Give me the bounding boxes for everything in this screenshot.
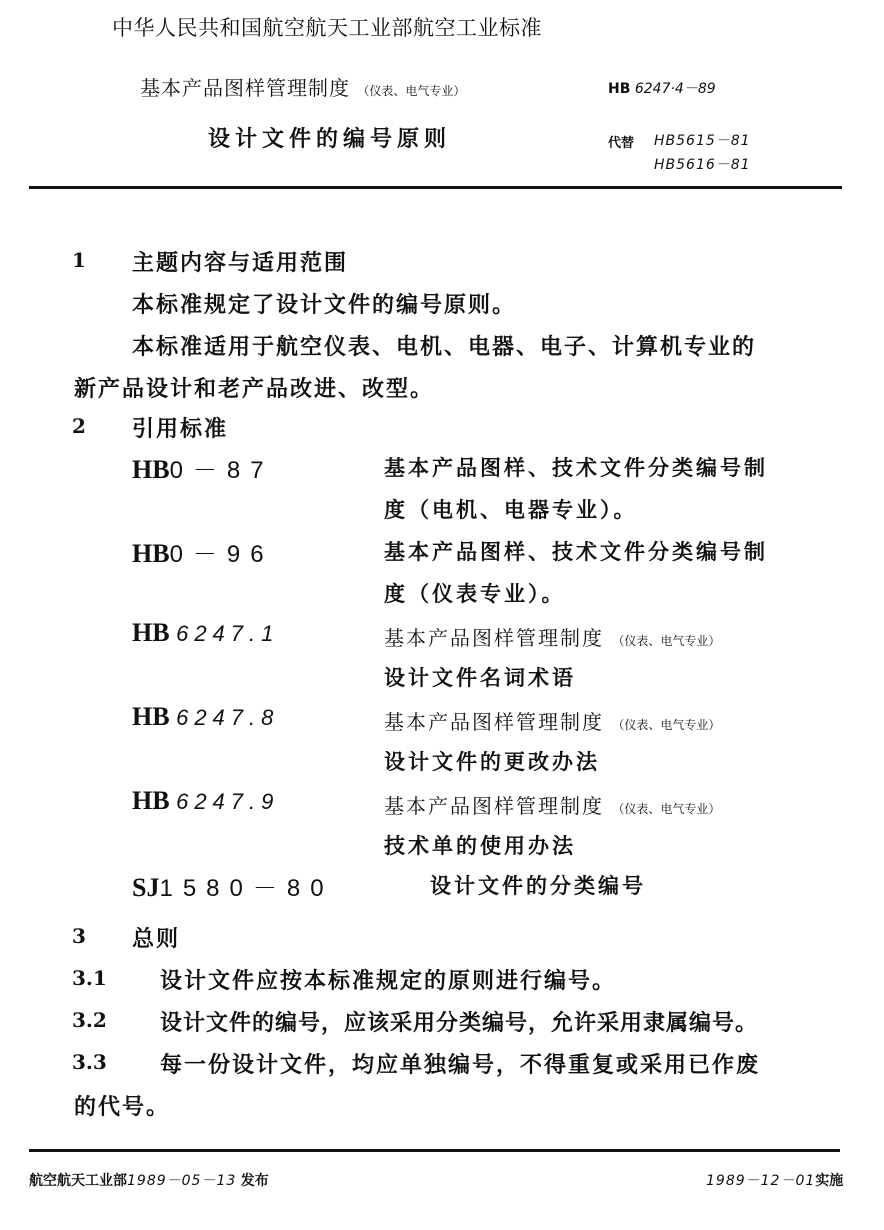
reference-title-continued: 设计文件的更改办法 bbox=[384, 749, 600, 774]
replaces-label: 代替 bbox=[608, 136, 635, 151]
section-1-number: 1 bbox=[72, 248, 86, 272]
section-2-number: 2 bbox=[72, 414, 86, 438]
reference-title: 基本产品图样、技术文件分类编号制 bbox=[384, 455, 768, 480]
reference-code: HB0－87 bbox=[132, 455, 274, 484]
series-title-text: 基本产品图样管理制度 bbox=[140, 76, 350, 100]
clause-number: 3.2 bbox=[72, 1008, 107, 1032]
reference-title-continued: 度（仪表专业）。 bbox=[384, 581, 566, 606]
section-1-title: 主题内容与适用范围 bbox=[132, 250, 349, 276]
reference-scope: （仪表、电气专业） bbox=[612, 802, 721, 816]
document-title: 设计文件的编号原则 bbox=[208, 126, 452, 152]
section-2-title: 引用标准 bbox=[132, 416, 229, 442]
section-1-para-1: 本标准规定了设计文件的编号原则。 bbox=[132, 292, 517, 318]
reference-code: HB 6247.1 bbox=[132, 618, 280, 647]
reference-code: HB0－96 bbox=[132, 539, 274, 568]
clause-number: 3.3 bbox=[72, 1050, 107, 1074]
reference-title-continued: 设计文件名词术语 bbox=[384, 665, 576, 690]
issuing-organization: 中华人民共和国航空航天工业部航空工业标准 bbox=[112, 16, 542, 40]
issue-info bbox=[29, 1170, 269, 1190]
reference-title: 基本产品图样、技术文件分类编号制 bbox=[384, 539, 768, 564]
reference-title: 设计文件的分类编号 bbox=[430, 873, 646, 898]
issue-date: 1989－05－13 bbox=[127, 1173, 237, 1189]
replaces-code-1: HB5615－81 bbox=[654, 133, 751, 149]
effective-date: 1989－12－01 bbox=[706, 1173, 816, 1189]
reference-title: 基本产品图样管理制度 （仪表、电气专业） bbox=[384, 794, 721, 818]
clause-text: 设计文件应按本标准规定的原则进行编号。 bbox=[160, 968, 617, 994]
issue-label: 发布 bbox=[240, 1173, 269, 1189]
footer-divider bbox=[29, 1149, 840, 1152]
issuer: 航空航天工业部 bbox=[29, 1173, 127, 1189]
clause-text-continued: 的代号。 bbox=[74, 1094, 171, 1120]
section-3-number: 3 bbox=[72, 924, 86, 948]
effective-info bbox=[706, 1170, 843, 1190]
header-divider bbox=[29, 186, 842, 189]
clause-text: 设计文件的编号，应该采用分类编号，允许采用隶属编号。 bbox=[160, 1010, 759, 1036]
reference-code: HB 6247.8 bbox=[132, 702, 280, 731]
reference-code: SJ1580－80 bbox=[132, 873, 334, 902]
standard-code-number: 6247·4－89 bbox=[634, 81, 716, 97]
standard-code bbox=[608, 78, 716, 98]
reference-title-continued: 度（电机、电器专业）。 bbox=[384, 497, 638, 522]
series-title bbox=[140, 72, 465, 101]
reference-title-continued: 技术单的使用办法 bbox=[384, 833, 576, 858]
clause-number: 3.1 bbox=[72, 966, 107, 990]
section-1-para-2: 本标准适用于航空仪表、电机、电器、电子、计算机专业的 bbox=[132, 334, 757, 360]
section-3-title: 总则 bbox=[132, 926, 181, 952]
reference-code: HB 6247.9 bbox=[132, 786, 280, 815]
reference-scope: （仪表、电气专业） bbox=[612, 634, 721, 648]
series-scope: （仪表、电气专业） bbox=[357, 84, 466, 98]
section-1-para-2-continued: 新产品设计和老产品改进、改型。 bbox=[74, 376, 435, 402]
replaces-code-2: HB5616－81 bbox=[654, 157, 751, 173]
clause-text: 每一份设计文件，均应单独编号，不得重复或采用已作废 bbox=[160, 1052, 761, 1078]
reference-title: 基本产品图样管理制度 （仪表、电气专业） bbox=[384, 710, 721, 734]
reference-scope: （仪表、电气专业） bbox=[612, 718, 721, 732]
effective-label: 实施 bbox=[815, 1173, 844, 1189]
standard-code-prefix: HB bbox=[608, 81, 631, 97]
reference-title: 基本产品图样管理制度 （仪表、电气专业） bbox=[384, 626, 721, 650]
